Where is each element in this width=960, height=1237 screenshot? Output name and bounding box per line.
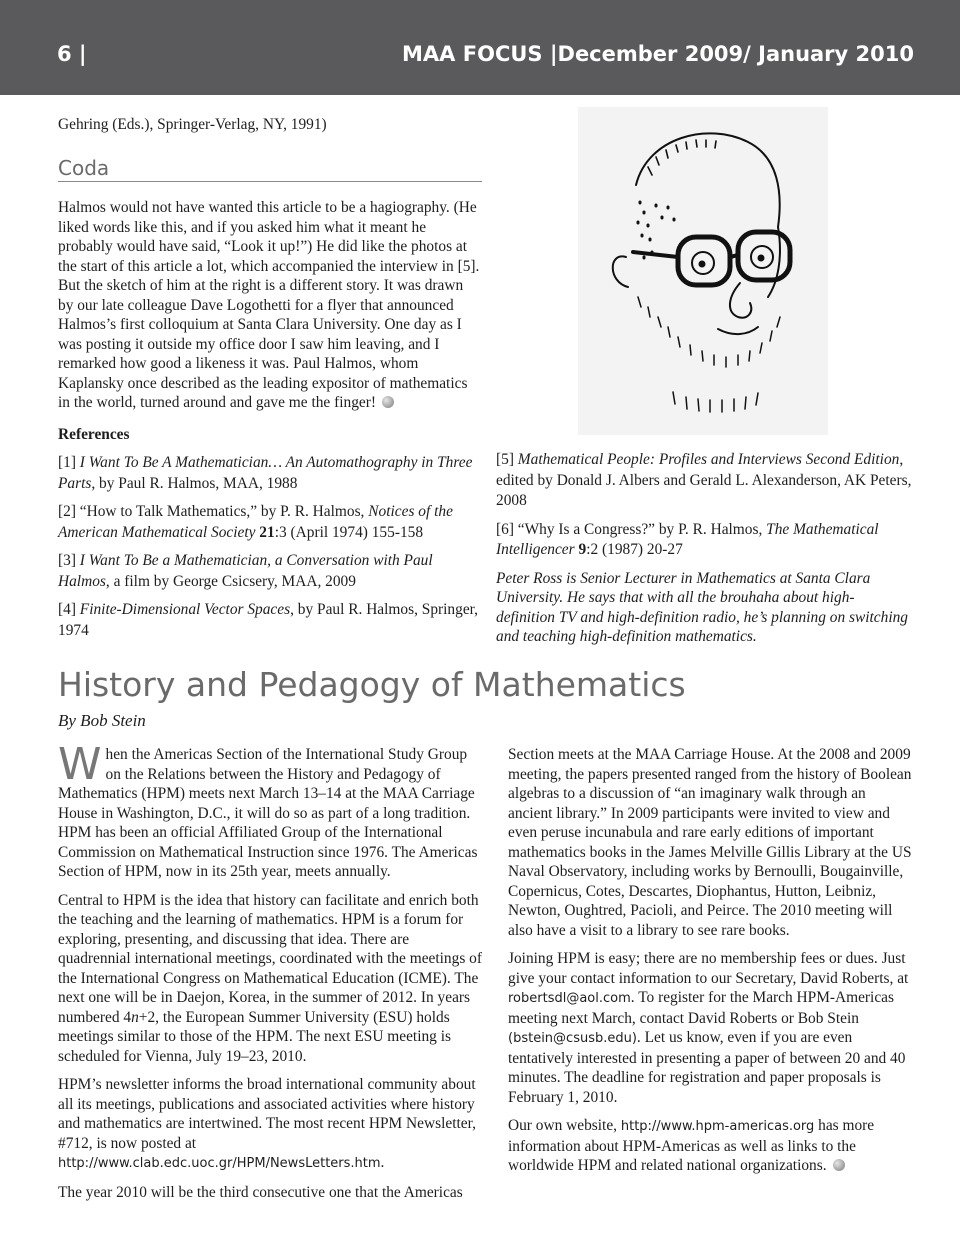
carry-over-text: Gehring (Eds.), Springer-Verlag, NY, 1991)	[58, 116, 327, 133]
reference-6	[496, 520, 912, 561]
article-paragraph-5: Section meets at the MAA Carriage House. At the 2008 and 2009 meeting, the papers presented ranged from the history of Boolean algebras to a discussion of “an imaginary walk through an ancient library.” In 2009 participants were invited to view and even peruse incunabula and rare early editions of important mathematics books in the James Melville Gillis Library at the US Naval Observatory, including works by Bernoulli, Bougainville, Copernicus, Cotes, Descartes, Diophantus, Hutton, Leibniz, Newton, Oughtred, Pacioli, and Peirce. The 2010 meeting will also have a visit to a library to see rare books.	[508, 746, 912, 939]
halmos-caricature-sketch	[578, 107, 828, 435]
article-right-column	[508, 745, 914, 1185]
article-paragraph-1	[58, 739, 482, 882]
drop-cap: W	[58, 739, 102, 790]
reference-5	[496, 450, 912, 512]
article-title: History and Pedagogy of Mathematics	[58, 665, 686, 704]
reference-details: [2] “How to Talk Mathematics,” by P. R. Halmos,	[58, 503, 369, 520]
paragraph-text: . Let us know, even if you are even tentatively interested in presenting a paper of between 20 and 40 minutes. The deadline for registration and paper proposals is February 1, 2010.	[508, 1029, 906, 1106]
paragraph-text: Joining HPM is easy; there are no membership fees or dues. Just give your contact information to our Secretary, David Roberts, at	[508, 950, 909, 987]
paragraph-text: +2, the European Summer University (ESU) holds meetings similar to those of the HPM. The next ESU meeting is scheduled for Vienna, July 19–23, 2010.	[58, 1008, 451, 1065]
reference-journal: Notices of the American Mathematical Society	[58, 503, 453, 541]
right-column-top	[496, 450, 912, 656]
email-link-roberts[interactable]: robertsdl@aol.com	[508, 991, 631, 1006]
reference-1	[58, 453, 482, 494]
reference-title: Finite-Dimensional Vector Spaces	[79, 601, 291, 618]
reference-number: [4]	[58, 601, 80, 618]
reference-details: , by Paul R. Halmos, Springer, 1974	[58, 601, 479, 639]
coda-text: Halmos would not have wanted this article to be a hagiography. (He liked words like this, and if you asked him what it meant he probably would have said, “Look it up!”) He did like the photos at the start of this article a lot, which accompanied the interview in [5]. But the sketch of him at the right is a different story. It was drawn by our late colleague Dave Logothetti for a flyer that announced Halmos’s first colloquium at Santa Clara University. One day as I was posting it outside my office door I saw him leaving, and I remarked how good a likeness it was. Paul Halmos, whom Kaplansky once described as the leading expositor of mathematics in the world, turned around and gave me the finger!	[58, 199, 480, 411]
article-byline: By Bob Stein	[58, 711, 146, 730]
paragraph-text: has more information about HPM-Americas as well as links to the worldwide HPM and related national organizations.	[508, 1117, 875, 1174]
math-variable: n	[131, 1008, 139, 1026]
reference-2	[58, 502, 482, 543]
reference-details: [6] “Why Is a Congress?” by P. R. Halmos,	[496, 520, 767, 538]
email-link-stein[interactable]: (bstein@csusb.edu)	[508, 1031, 637, 1046]
article-paragraph-3	[58, 1075, 482, 1174]
reference-4	[58, 600, 482, 641]
end-of-article-icon	[382, 396, 394, 408]
reference-details: , edited by Donald J. Albers and Gerald L. Alexanderson, AK Peters, 2008	[496, 451, 912, 509]
article-paragraph-2	[58, 891, 482, 1067]
coda-paragraph	[58, 198, 482, 413]
paragraph-text: Our own website,	[508, 1117, 621, 1134]
page-number: 6 |	[57, 42, 87, 66]
reference-journal: The Mathematical Intelligencer	[496, 520, 879, 558]
paragraph-text: . To register for the March HPM-Americas meeting next March, contact David Roberts or Bob Stein	[508, 989, 894, 1027]
reference-details: , by Paul R. Halmos, MAA, 1988	[91, 474, 298, 492]
sketch-drawing	[578, 107, 828, 435]
paragraph-text: .	[380, 1154, 385, 1171]
page-header	[0, 0, 960, 95]
article-paragraph-7	[508, 1116, 914, 1176]
article-paragraph-6	[508, 949, 914, 1107]
references-title: References	[58, 425, 130, 443]
reference-title: Mathematical People: Profiles and Interviews Second Edition	[517, 451, 900, 468]
paragraph-text: hen the Americas Section of the International Study Group on the Relations between the History and Pedagogy of Mathematics (HPM) meets next March 13–14 at the MAA Carriage House in Washington, D.C., it will do so as part of a long tradition. HPM has been an official Affiliated Group of the International Commission on Mathematical Instruction since 1976. The Americas Section of HPM, now in its 25th year, meets annually.	[58, 746, 478, 880]
newsletter-link[interactable]: http://www.clab.edc.uoc.gr/HPM/NewsLetters.htm	[58, 1156, 381, 1171]
coda-heading: Coda	[58, 159, 482, 183]
article-left-column	[58, 739, 482, 1211]
paragraph-text: Central to HPM is the idea that history can facilitate and enrich both the teaching and the learning of mathematics. HPM is a forum for exploring, presenting, and discussing that idea. There are quadrennial international meetings, coordinated with the meetings of the International Congress on Mathematical Education (ICME). The next one will be in Daejon, Korea, in the summer of 2012. In years numbered 4	[58, 891, 482, 1026]
website-link[interactable]: http://www.hpm-americas.org	[620, 1119, 815, 1134]
reference-details: :3 (April 1974) 155-158	[274, 523, 424, 541]
reference-volume: 21	[255, 523, 275, 541]
reference-details: :2 (1987) 20-27	[586, 541, 683, 558]
reference-title: I Want To Be A Mathematician… An Automathography in Three Parts	[58, 454, 473, 492]
reference-title: I Want To Be a Mathematician, a Conversation with Paul Halmos	[58, 552, 433, 590]
reference-number: [1]	[58, 454, 80, 471]
paragraph-text: HPM’s newsletter informs the broad international community about all its meetings, publications and associated activities where history and mathematics are intertwined. The most recent HPM Newsletter, #712, is now posted at	[58, 1076, 476, 1152]
reference-details: , a film by George Csicsery, MAA, 2009	[105, 572, 356, 590]
reference-volume: 9	[574, 541, 587, 558]
author-bio: Peter Ross is Senior Lecturer in Mathematics at Santa Clara University. He says that with all the brouhaha about high-definition TV and high-definition radio, he’s planning on switching and teaching high-definition mathematics.	[496, 569, 908, 645]
reference-number: [5]	[496, 451, 518, 468]
publication-title: MAA FOCUS |December 2009/ January 2010	[402, 42, 914, 66]
reference-number: [3]	[58, 552, 80, 569]
left-column-top	[58, 115, 482, 649]
end-of-article-icon	[833, 1159, 845, 1171]
reference-3	[58, 551, 482, 592]
article-paragraph-4: The year 2010 will be the third consecutive one that the Americas	[58, 1183, 463, 1201]
